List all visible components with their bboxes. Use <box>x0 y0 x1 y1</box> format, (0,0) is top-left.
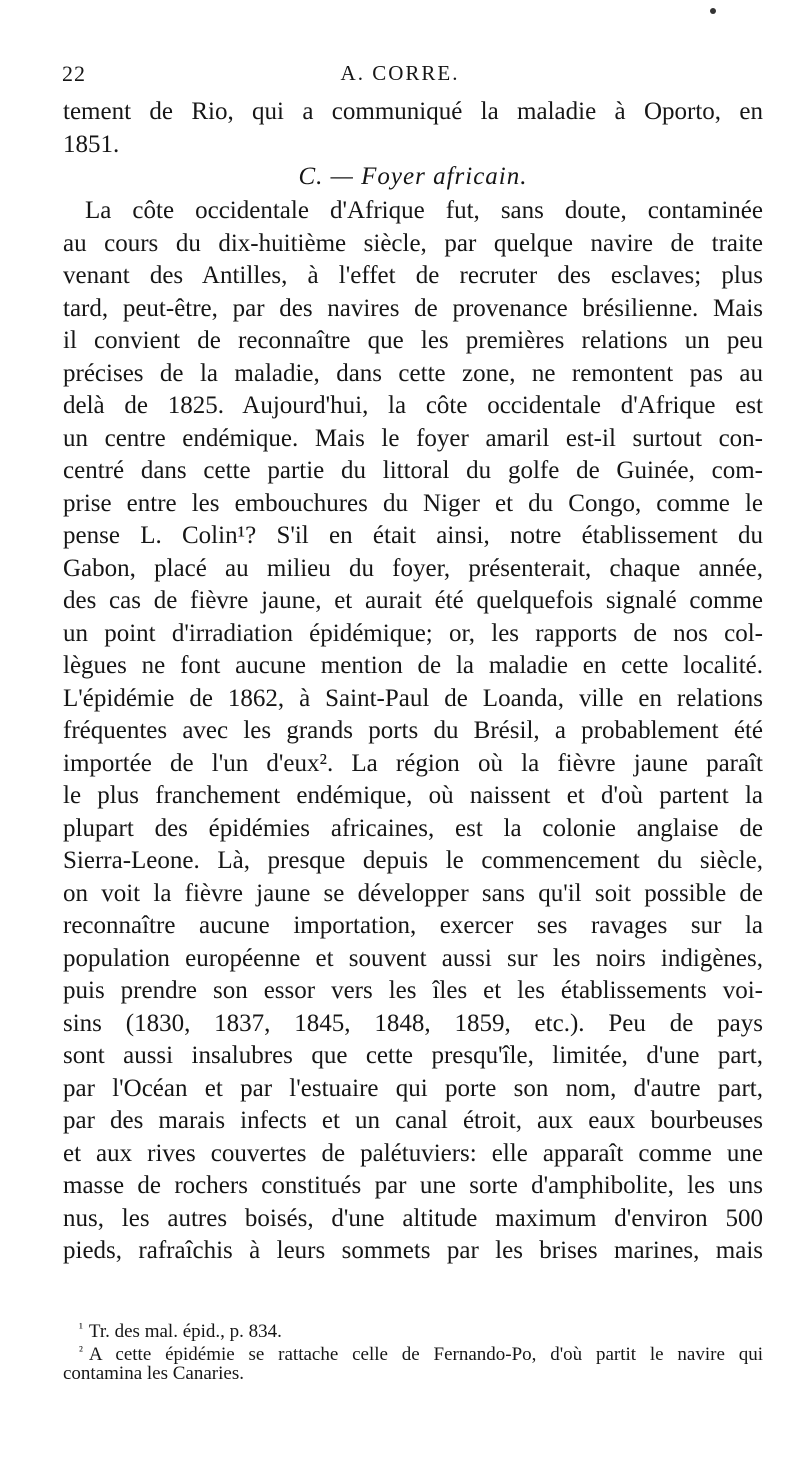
text-line: et aux rives couvertes de palétuviers: elle apparaît comme une <box>63 1139 763 1167</box>
ink-speck <box>710 8 716 14</box>
footnotes <box>63 1316 763 1385</box>
text-line: pense L. Colin¹? S'il en était ainsi, notre établissement du <box>63 522 763 549</box>
text-line: tement de Rio, qui a communiqué la maladie à Oporto, en <box>63 98 763 125</box>
text-line: précises de la maladie, dans cette zone, ne remontent pas au <box>63 359 763 387</box>
text-line: puis prendre son essor vers les îles et les établissements voi- <box>63 977 763 1004</box>
text-line: on voit la fièvre jaune se développer sans qu'il soit possible de <box>63 879 763 907</box>
text-line: un centre endémique. Mais le foyer amaril est-il surtout con- <box>63 424 763 452</box>
text-line: par des marais infects et un canal étroit, aux eaux bourbeuses <box>63 1107 763 1134</box>
text-line: plupart des épidémies africaines, est la colonie anglaise de <box>63 814 763 842</box>
text-line: il convient de reconnaître que les premières relations un peu <box>63 327 763 354</box>
body-text <box>63 96 763 1268</box>
text-line: 1851. <box>63 130 120 158</box>
footnote-1 <box>63 1316 763 1342</box>
text-line: delà de 1825. Aujourd'hui, la côte occidentale d'Afrique est <box>63 392 763 419</box>
text-line: tard, peut-être, par des navires de provenance brésilienne. Mais <box>63 294 763 322</box>
text-line: le plus franchement endémique, où naissent et d'où partent la <box>63 782 763 809</box>
text-line: un point d'irradiation épidémique; or, les rapports de nos col- <box>63 619 763 647</box>
text-line: Gabon, placé au milieu du foyer, présenterait, chaque année, <box>63 554 763 582</box>
text-line: des cas de fièvre jaune, et aurait été quelquefois signalé comme <box>63 587 763 614</box>
text-line: sont aussi insalubres que cette presqu'île, limitée, d'une part, <box>63 1042 763 1069</box>
text-line: centré dans cette partie du littoral du golfe de Guinée, com- <box>63 457 763 484</box>
text-line: L'épidémie de 1862, à Saint-Paul de Loanda, ville en relations <box>63 684 763 712</box>
text-line: fréquentes avec les grands ports du Brésil, a probablement été <box>63 717 763 744</box>
footnote-2-continuation: contamina les Canaries. <box>63 1363 244 1384</box>
text-line: La côte occidentale d'Afrique fut, sans doute, contaminée <box>85 197 763 224</box>
text-line: population européenne et souvent aussi sur les noirs indigènes, <box>63 944 763 972</box>
text-line: par l'Océan et par l'estuaire qui porte son nom, d'autre part, <box>63 1074 763 1102</box>
main-paragraph <box>63 195 763 1268</box>
text-line: venant des Antilles, à l'effet de recruter des esclaves; plus <box>63 262 763 289</box>
footnote-text: A cette épidémie se rattache celle de Fernando-Po, d'où partit le navire qui <box>88 1344 763 1365</box>
footnote-text: Tr. des mal. épid., p. 834. <box>88 1321 282 1342</box>
section-heading: C. — Foyer africain. <box>298 163 528 190</box>
text-line: reconnaître aucune importation, exercer ses ravages sur la <box>63 912 763 939</box>
text-line: lègues ne font aucune mention de la maladie en cette localité. <box>63 652 763 679</box>
text-line: Sierra-Leone. Là, presque depuis le commencement du siècle, <box>63 847 763 874</box>
text-line: prise entre les embouchures du Niger et du Congo, comme le <box>63 489 763 517</box>
text-line: sins (1830, 1837, 1845, 1848, 1859, etc.). Peu de pays <box>63 1009 763 1037</box>
text-line: nus, les autres boisés, d'une altitude maximum d'environ 500 <box>63 1204 763 1232</box>
footnote-marker: ² <box>79 1343 83 1358</box>
text-line: pieds, rafraîchis à leurs sommets par les brises marines, mais <box>63 1237 763 1264</box>
text-line: masse de rochers constitués par une sorte d'amphibolite, les uns <box>63 1172 763 1199</box>
footnote-marker: ¹ <box>79 1320 83 1335</box>
page-number: 22 <box>62 61 86 86</box>
footnote-2 <box>63 1339 763 1365</box>
running-head: A. CORRE. <box>340 61 460 85</box>
text-line: importée de l'un d'eux². La région où la fièvre jaune paraît <box>63 749 763 777</box>
text-line: au cours du dix-huitième siècle, par quelque navire de traite <box>63 229 763 257</box>
